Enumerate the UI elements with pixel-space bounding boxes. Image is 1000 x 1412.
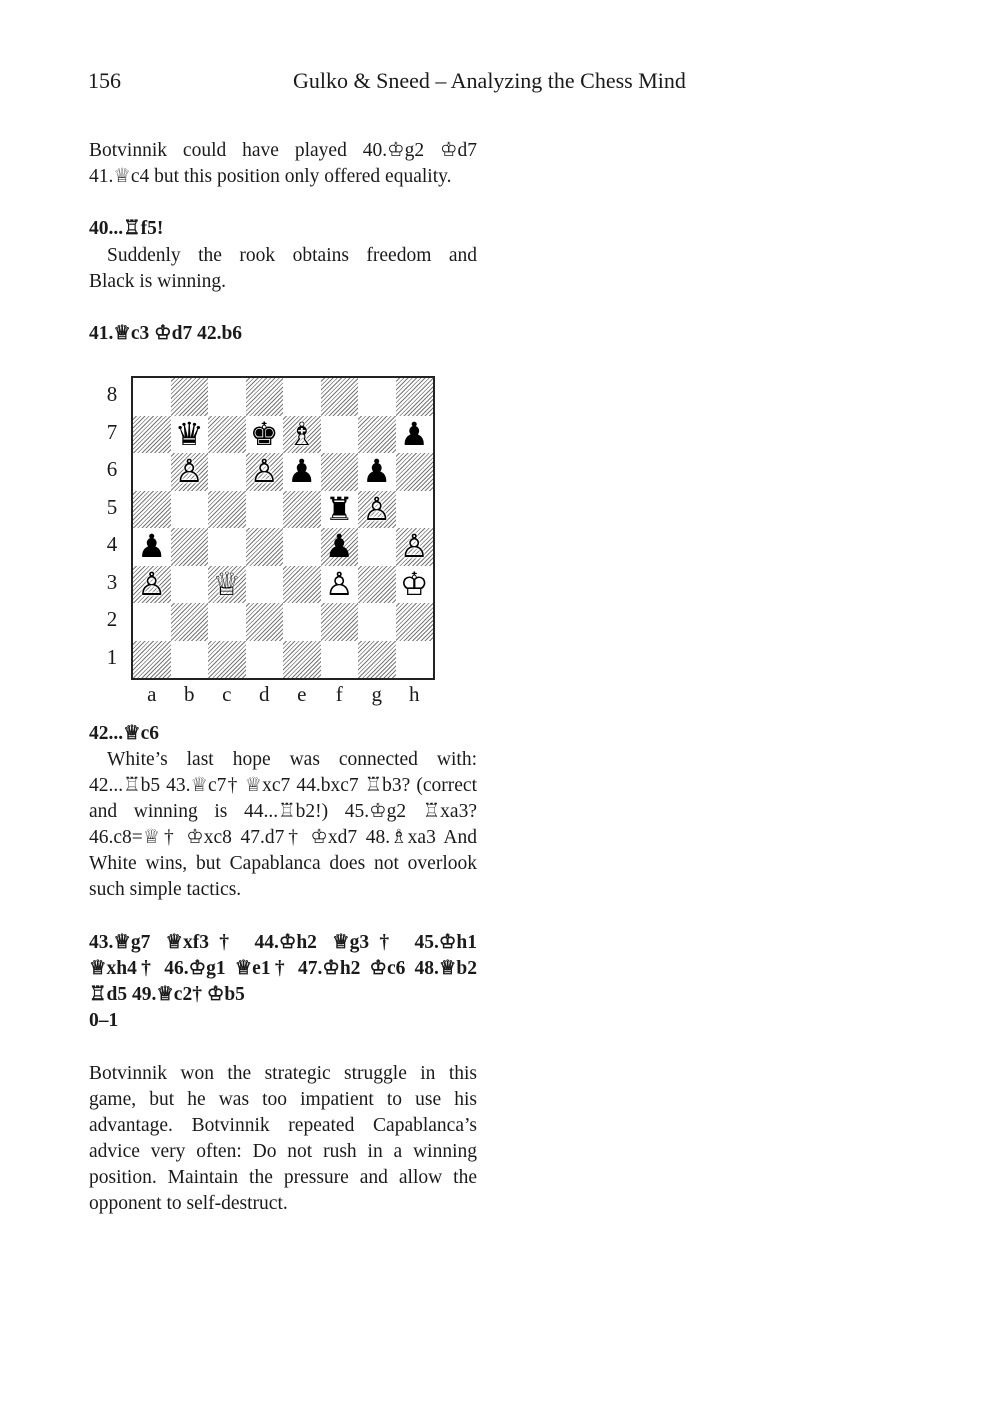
square-e4 <box>283 528 321 566</box>
square-b5 <box>171 491 209 529</box>
square-h6 <box>396 453 434 491</box>
file-label: a <box>147 682 157 706</box>
move-line: ♕xh4† 46.♔g1 ♕e1† 47.♔h2 ♔c6 48.♕b2 <box>89 958 477 979</box>
white-pawn-icon: ♙ <box>137 564 167 603</box>
square-c4 <box>208 528 246 566</box>
text-line: 42...♖b5 43.♕c7† ♕xc7 44.bxc7 ♖b3? (correct <box>89 775 477 796</box>
text-line: game, but he was too impatient to use his <box>89 1089 477 1110</box>
black-pawn-icon: ♟ <box>399 414 429 453</box>
square-c6 <box>208 453 246 491</box>
square-g1 <box>358 641 396 679</box>
rank-label: 7 <box>106 419 118 444</box>
file-label: e <box>297 682 307 706</box>
black-pawn-icon: ♟ <box>324 527 354 565</box>
file-label: b <box>184 682 195 706</box>
move-heading-42: 42...♕c6 <box>89 723 160 744</box>
square-e1 <box>283 641 321 679</box>
square-c1 <box>208 641 246 679</box>
square-f6 <box>321 453 359 491</box>
white-pawn-icon: ♙ <box>174 452 204 490</box>
text-line: 46.c8=♕† ♔xc8 47.d7† ♔xd7 48.♗xa3 And <box>89 827 477 848</box>
square-h2 <box>396 603 434 641</box>
paragraph-rook-freedom <box>89 243 477 295</box>
white-bishop-icon: ♗ <box>287 414 317 453</box>
square-e8 <box>283 378 321 416</box>
text-line: Botvinnik won the strategic struggle in this <box>89 1063 477 1084</box>
text-line: White’s last hope was connected with: <box>107 749 477 770</box>
text-line: opponent to self-destruct. <box>89 1193 288 1214</box>
chess-diagram <box>100 372 440 707</box>
black-pawn-icon: ♟ <box>287 452 317 490</box>
move-heading-40: 40...♖f5! <box>89 218 164 239</box>
square-b2 <box>171 603 209 641</box>
white-pawn-icon: ♙ <box>362 489 392 528</box>
file-label: d <box>259 682 270 706</box>
square-a5 <box>133 491 171 529</box>
paragraph-alternative-line <box>89 138 477 190</box>
rank-label: 6 <box>106 457 118 481</box>
move-line: ♖d5 49.♕c2† ♔b5 <box>89 984 245 1005</box>
square-e5 <box>283 491 321 529</box>
rank-label: 5 <box>106 494 118 519</box>
black-pawn-icon: ♟ <box>137 527 167 565</box>
game-result: 0–1 <box>89 1010 119 1031</box>
text-line: advice very often: Do not rush in a winning <box>89 1141 477 1162</box>
rank-label: 4 <box>106 532 118 556</box>
black-queen-icon: ♛ <box>174 414 204 453</box>
paragraph-conclusion <box>89 1061 477 1217</box>
rank-label: 8 <box>106 382 118 406</box>
file-label: f <box>335 682 343 706</box>
square-f2 <box>321 603 359 641</box>
square-e3 <box>283 566 321 604</box>
square-e2 <box>283 603 321 641</box>
square-f7 <box>321 416 359 454</box>
move-heading-41: 41.♕c3 ♔d7 42.b6 <box>89 323 243 344</box>
square-c2 <box>208 603 246 641</box>
rank-label: 2 <box>106 607 118 631</box>
text-line: advantage. Botvinnik repeated Capablanca’s <box>89 1115 477 1136</box>
moves-43-49 <box>89 930 477 1034</box>
black-pawn-icon: ♟ <box>362 452 392 490</box>
square-a8 <box>133 378 171 416</box>
square-d1 <box>246 641 284 679</box>
running-head: Gulko & Sneed – Analyzing the Chess Mind <box>293 68 686 93</box>
rank-label: 1 <box>106 644 118 669</box>
square-f8 <box>321 378 359 416</box>
square-d3 <box>246 566 284 604</box>
square-a2 <box>133 603 171 641</box>
square-a7 <box>133 416 171 454</box>
text-line: such simple tactics. <box>89 879 242 900</box>
paragraph-last-hope <box>89 747 477 903</box>
square-b4 <box>171 528 209 566</box>
square-g3 <box>358 566 396 604</box>
square-b1 <box>171 641 209 679</box>
square-a6 <box>133 453 171 491</box>
square-d5 <box>246 491 284 529</box>
text-line: Suddenly the rook obtains freedom and <box>107 245 477 266</box>
square-c8 <box>208 378 246 416</box>
square-g7 <box>358 416 396 454</box>
text-line: 41.♕c4 but this position only offered equality. <box>89 166 452 187</box>
square-d2 <box>246 603 284 641</box>
square-g8 <box>358 378 396 416</box>
rank-label: 3 <box>106 569 118 594</box>
white-queen-icon: ♕ <box>212 564 242 603</box>
file-label: c <box>222 682 232 706</box>
square-h5 <box>396 491 434 529</box>
white-pawn-icon: ♙ <box>249 452 279 490</box>
text-line: White wins, but Capablanca does not overlook <box>89 853 477 874</box>
text-line: Black is winning. <box>89 271 227 292</box>
page-number: 156 <box>88 68 121 93</box>
file-label: g <box>371 682 382 706</box>
square-g2 <box>358 603 396 641</box>
text-line: position. Maintain the pressure and allow the <box>89 1167 477 1188</box>
square-f1 <box>321 641 359 679</box>
square-d4 <box>246 528 284 566</box>
square-a1 <box>133 641 171 679</box>
square-c7 <box>208 416 246 454</box>
square-b3 <box>171 566 209 604</box>
file-label: h <box>409 682 420 706</box>
square-b8 <box>171 378 209 416</box>
square-c5 <box>208 491 246 529</box>
text-line: Botvinnik could have played 40.♔g2 ♔d7 <box>89 140 477 161</box>
text-line: and winning is 44...♖b2!) 45.♔g2 ♖xa3? <box>89 801 477 822</box>
white-king-icon: ♔ <box>399 564 429 603</box>
move-line: 43.♕g7 ♕xf3† 44.♔h2 ♕g3† 45.♔h1 <box>89 932 477 953</box>
square-h1 <box>396 641 434 679</box>
square-h8 <box>396 378 434 416</box>
white-pawn-icon: ♙ <box>324 564 354 603</box>
black-rook-icon: ♜ <box>324 489 354 528</box>
black-king-icon: ♚ <box>249 414 279 453</box>
square-g4 <box>358 528 396 566</box>
white-pawn-icon: ♙ <box>399 527 429 565</box>
chess-board <box>131 376 435 680</box>
square-d8 <box>246 378 284 416</box>
